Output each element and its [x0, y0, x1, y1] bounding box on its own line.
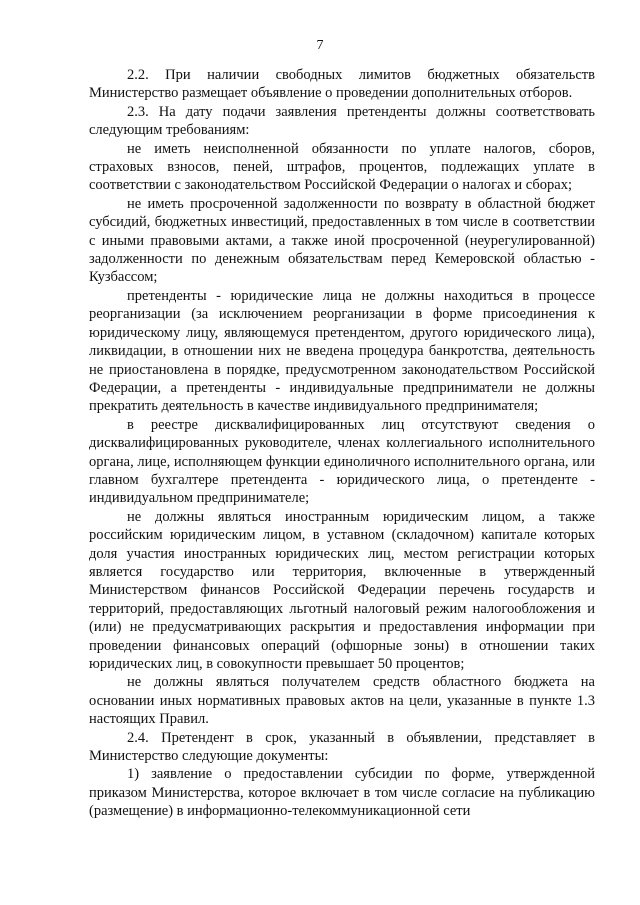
requirement-taxes: не иметь неисполненной обязанности по уплате налогов, сборов, страховых взносов, пеней, штрафов, процентов, подлежащих уплате в соответствии с законодательством Российской Федерации о налогах и сборах; [89, 140, 595, 194]
requirement-foreign-entity: не должны являться иностранным юридическим лицом, а также российским юридическим лицом, в уставном (складочном) капитале которых доля участия иностранных юридических лиц, местом регистрации которых является государство или территория, включенные в утвержденный Министерством финансов Российской Федерации перечень государств и территорий, предоставляющих льготный налоговый режим налогообложения и (или) не предусматривающих раскрытия и предоставления информации при проведении финансовых операций (офшорные зоны) в отношении таких юридических лиц, в совокупности превышает 50 процентов; [89, 508, 595, 672]
paragraph-2-4: 2.4. Претендент в срок, указанный в объявлении, представляет в Министерство следующие документы: [89, 729, 595, 765]
requirement-other-budget: не должны являться получателем средств областного бюджета на основании иных нормативных правовых актов на цели, указанные в пункте 1.3 настоящих Правил. [89, 674, 595, 728]
requirement-reorganization: претенденты - юридические лица не должны находиться в процессе реорганизации (за исключением реорганизации в форме присоединения к юридическому лицу, являющемуся претендентом, другого юридического лица), ликвидации, в отношении них не введена процедура банкротства, деятельность не приостановлена в порядке, предусмотренном законодательством Российской Федерации, а претенденты - индивидуальные предприниматели не должны прекратить деятельность в качестве индивидуального предпринимателя; [89, 287, 595, 415]
document-body [89, 66, 595, 821]
page-number: 7 [316, 38, 324, 53]
paragraph-2-2: 2.2. При наличии свободных лимитов бюджетных обязательств Министерство размещает объявление о проведении дополнительных отборов. [89, 67, 595, 102]
requirement-disqualified-registry: в реестре дисквалифицированных лиц отсутствуют сведения о дисквалифицированных руководителе, членах коллегиального исполнительного органа, лице, исполняющем функции единоличного исполнительного органа, или главном бухгалтере претендента - юридического лица, о претенденте - индивидуальном предпринимателе; [89, 416, 595, 507]
document-list-item-1: 1) заявление о предоставлении субсидии по форме, утвержденной приказом Министерства, которое включает в том числе согласие на публикацию (размещение) в информационно-телекоммуникационной сети [89, 766, 595, 820]
requirement-debt: не иметь просроченной задолженности по возврату в областной бюджет субсидий, бюджетных инвестиций, предоставленных в том числе в соответствии с иными правовыми актами, а также иной просроченной (неурегулированной) задолженности по денежным обязательствам перед Кемеровской областью - Кузбассом; [89, 195, 595, 286]
paragraph-2-3: 2.3. На дату подачи заявления претенденты должны соответствовать следующим требованиям: [89, 103, 595, 139]
